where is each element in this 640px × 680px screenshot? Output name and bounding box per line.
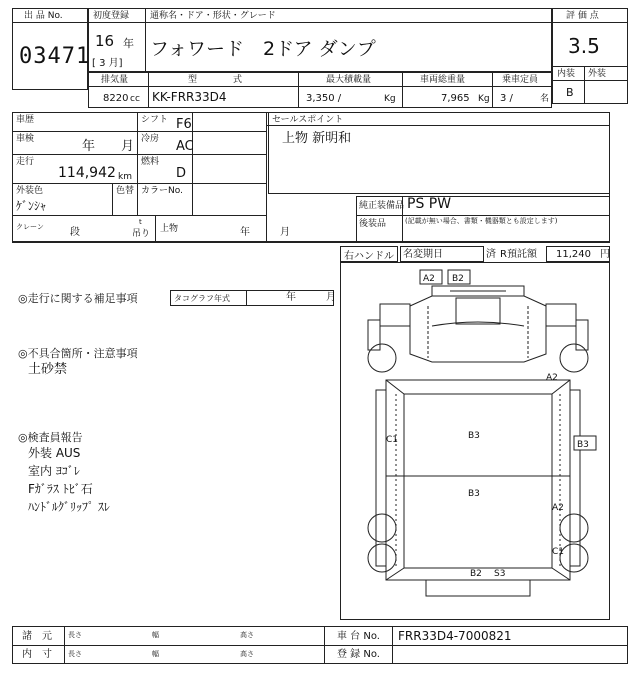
registration-number-label: 登 録 No. xyxy=(337,649,380,660)
defects-text: 土砂禁 xyxy=(28,362,68,377)
dimensions-label: 諸 元 xyxy=(22,631,52,642)
damage-mark-front-b2: B2 xyxy=(452,274,464,284)
width-label: 幅 xyxy=(152,631,159,639)
sales-point-text: 上物 新明和 xyxy=(282,131,352,146)
displacement-unit: cc xyxy=(130,94,140,104)
model-label: 型 式 xyxy=(188,75,243,85)
damage-mark-front-a2: A2 xyxy=(423,274,435,284)
interior-dims-label: 内 寸 xyxy=(22,649,52,660)
aftermarket-note: (記載が無い場合、書類・機器類とも設定します) xyxy=(405,217,558,225)
registration-month: [ 3 月] xyxy=(92,58,123,69)
inspector-report-label: ◎検査員報告 xyxy=(18,431,83,444)
width-label: 幅 xyxy=(152,650,159,658)
exterior-color: ｹﾞﾝｼｬ xyxy=(16,199,47,213)
color-code-label: カラーNo. xyxy=(141,186,183,196)
height-label: 高さ xyxy=(240,631,254,639)
registration-label: 初度登録 xyxy=(93,11,130,21)
score-label: 評 価 点 xyxy=(566,11,599,21)
capacity-label: 乗車定員 xyxy=(502,75,539,85)
interior-score-label: 内装 xyxy=(557,69,576,79)
year-unit: 年 xyxy=(123,37,134,50)
damage-mark-tail-b2: B2 xyxy=(470,569,482,579)
name-change-label: 名変期日 xyxy=(403,249,443,260)
damage-mark-right-b3: B3 xyxy=(577,440,589,450)
inspector-line: 外装 AUS xyxy=(28,446,81,460)
registration-year: 16 xyxy=(95,32,115,50)
mileage-value: 114,942 xyxy=(58,165,116,181)
inspection-label: 車検 xyxy=(16,134,35,144)
inspector-line: 室内 ﾖｺﾞﾚ xyxy=(28,464,80,478)
inspector-line: Fｶﾞﾗｽ ﾄﾋﾞ石 xyxy=(28,482,93,496)
damage-mark-left-c1: C1 xyxy=(386,435,399,445)
shift-value: F6 xyxy=(176,117,192,132)
recycle-unit: 円 xyxy=(600,249,610,260)
crane-ton-unit: t xyxy=(139,218,142,226)
displacement-value: 8220 xyxy=(103,93,129,104)
fuel-label: 燃料 xyxy=(141,157,160,167)
equipment-value: PS PW xyxy=(407,196,452,212)
running-notes-label: ◎走行に関する補足事項 xyxy=(18,292,138,305)
max-load-value: 3,350 / xyxy=(306,93,342,104)
length-label: 長さ xyxy=(68,631,82,639)
score-value: 3.5 xyxy=(568,34,600,58)
exterior-color-label: 外装色 xyxy=(16,186,44,196)
mileage-label: 走行 xyxy=(16,157,35,167)
capacity-unit: 名 xyxy=(540,94,550,104)
interior-score: B xyxy=(566,86,574,99)
defects-label: ◎不具合箇所・注意事項 xyxy=(18,347,138,360)
mileage-unit: km xyxy=(118,172,132,182)
shift-label: シフト xyxy=(141,115,169,125)
fuel-value: D xyxy=(176,166,187,181)
body-label: 上物 xyxy=(160,224,179,234)
tachograph-value: 年 月 xyxy=(286,292,336,303)
sales-point-label: セールスポイント xyxy=(272,115,344,125)
lot-number: 03471 xyxy=(19,44,91,69)
capacity-value: 3 / xyxy=(500,93,513,104)
damage-mark-rear-a2: A2 xyxy=(552,503,564,513)
car-name-label: 通称名・ドア・形状・グレード xyxy=(150,11,276,21)
lot-number-label: 出 品 No. xyxy=(24,11,63,21)
color-change-label: 色替 xyxy=(116,186,135,196)
damage-mark-right-a2: A2 xyxy=(546,373,558,383)
inspection-value: 年 月 xyxy=(82,139,135,154)
tachograph-label: タコグラフ年式 xyxy=(174,294,230,303)
history-label: 車歴 xyxy=(16,115,35,125)
crane-ton: 吊り xyxy=(132,229,151,239)
name-change-mark: 済 xyxy=(486,249,496,260)
damage-mark-bed-b3: B3 xyxy=(468,489,480,499)
truck-damage-diagram xyxy=(340,262,610,620)
gross-weight-label: 車両総重量 xyxy=(420,75,466,85)
ac-value: AC xyxy=(176,139,194,154)
chassis-label: 車 台 No. xyxy=(337,631,380,642)
chassis-number: FRR33D4-7000821 xyxy=(398,629,512,643)
exterior-score-label: 外装 xyxy=(588,69,607,79)
inspector-line: ﾊﾝﾄﾞﾙｸﾞﾘｯﾌﾟ ｽﾚ xyxy=(28,500,110,514)
crane-stage: 段 xyxy=(70,227,80,238)
length-label: 長さ xyxy=(68,650,82,658)
gross-weight-value: 7,965 xyxy=(441,93,470,104)
equipment-label: 純正装備品 xyxy=(359,201,405,211)
max-load-unit: Kg xyxy=(384,94,396,104)
recycle-label: R預託額 xyxy=(500,249,537,260)
car-name: フォワード 2ドア ダンプ xyxy=(150,38,376,60)
displacement-label: 排気量 xyxy=(101,75,129,85)
rhd-label: 右ハンドル xyxy=(344,250,394,262)
recycle-value: 11,240 xyxy=(556,249,591,260)
aftermarket-label: 後装品 xyxy=(359,219,387,229)
model-value: KK-FRR33D4 xyxy=(152,90,227,104)
max-load-label: 最大積載量 xyxy=(326,75,372,85)
crane-label: クレーン xyxy=(16,223,44,231)
height-label: 高さ xyxy=(240,650,254,658)
gross-weight-unit: Kg xyxy=(478,94,490,104)
ac-label: 冷房 xyxy=(141,134,160,144)
damage-mark-bed-b3: B3 xyxy=(468,431,480,441)
body-date: 年 月 xyxy=(240,227,290,238)
damage-mark-tail-s3: S3 xyxy=(494,569,506,579)
damage-mark-rear-c1: C1 xyxy=(552,547,565,557)
